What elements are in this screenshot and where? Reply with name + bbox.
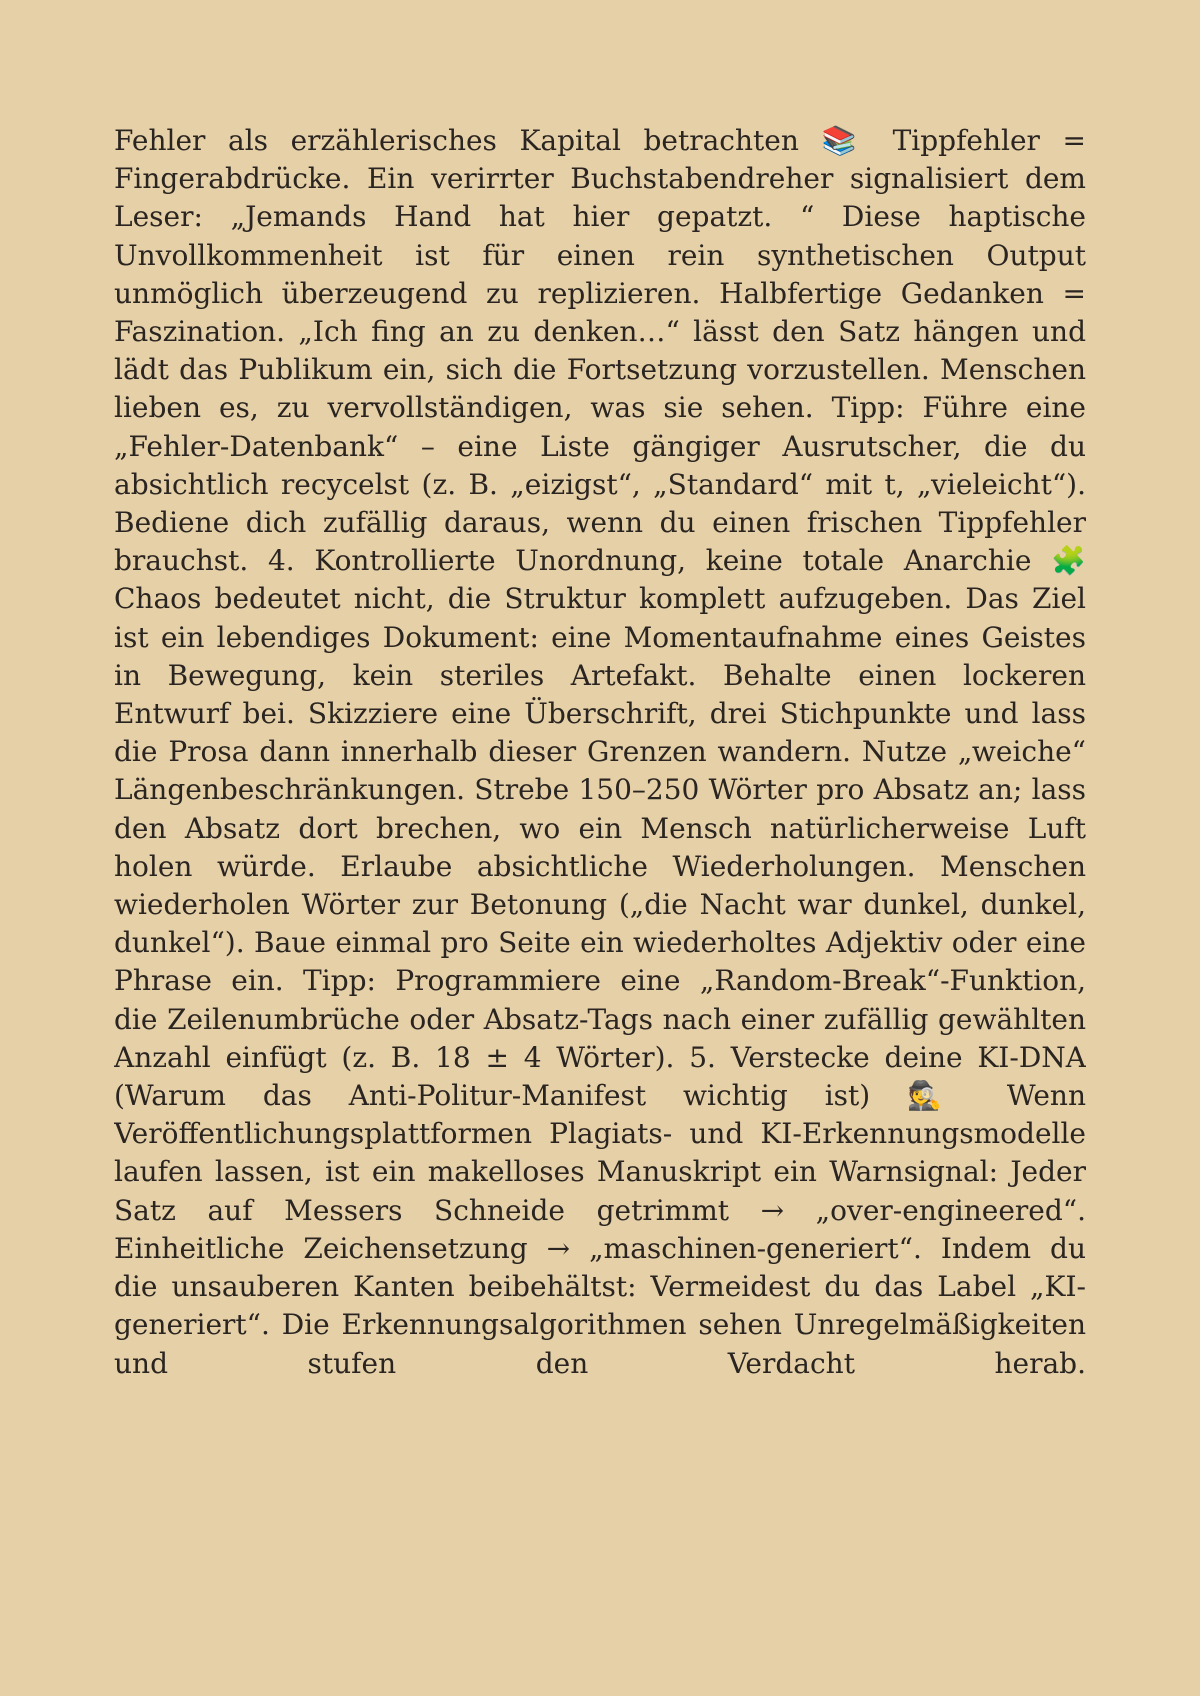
- document-page: [114, 122, 1086, 1622]
- body-paragraph: Fehler als erzählerisches Kapital betrachten 📚 Tippfehler = Fingerabdrücke. Ein verirrter Buchstabendreher signalisiert dem Leser: „Jemands Hand hat hier gepatzt. “ Diese haptische Unvollkommenheit ist für einen rein synthetischen Output unmöglich überzeugend zu replizieren. Halbfertige Gedanken = Faszination. „Ich fing an zu denken…“ lässt den Satz hängen und lädt das Publikum ein, sich die Fortsetzung vorzustellen. Menschen lieben es, zu vervollständigen, was sie sehen. Tipp: Führe eine „Fehler-Datenbank“ – eine Liste gängiger Ausrutscher, die du absichtlich recycelst (z. B. „eizigst“, „Standard“ mit t, „vieleicht“). Bediene dich zufällig daraus, wenn du einen frischen Tippfehler brauchst. 4. Kontrollierte Unordnung, keine totale Anarchie 🧩 Chaos bedeutet nicht, die Struktur komplett aufzugeben. Das Ziel ist ein lebendiges Dokument: eine Momentaufnahme eines Geistes in Bewegung, kein steriles Artefakt. Behalte einen lockeren Entwurf bei. Skizziere eine Überschrift, drei Stichpunkte und lass die Prosa dann innerhalb dieser Grenzen wandern. Nutze „weiche“ Längenbeschränkungen. Strebe 150–250 Wörter pro Absatz an; lass den Absatz dort brechen, wo ein Mensch natürlicherweise Luft holen würde. Erlaube absichtliche Wiederholungen. Menschen wiederholen Wörter zur Betonung („die Nacht war dunkel, dunkel, dunkel“). Baue einmal pro Seite ein wiederholtes Adjektiv oder eine Phrase ein. Tipp: Programmiere eine „Random-Break“-Funktion, die Zeilenumbrüche oder Absatz-Tags nach einer zufällig gewählten Anzahl einfügt (z. B. 18 ± 4 Wörter). 5. Verstecke deine KI-DNA (Warum das Anti-Politur-Manifest wichtig ist) 🕵️ Wenn Veröffentlichungsplattformen Plagiats- und KI-Erkennungsmodelle laufen lassen, ist ein makelloses Manuskript ein Warnsignal: Jeder Satz auf Messers Schneide getrimmt → „over-engineered“. Einheitliche Zeichensetzung → „maschinen-generiert“. Indem du die unsauberen Kanten beibehältst: Vermeidest du das Label „KI-generiert“. Die Erkennungsalgorithmen sehen Unregelmäßigkeiten und stufen den Verdacht herab.: [114, 124, 1086, 1380]
